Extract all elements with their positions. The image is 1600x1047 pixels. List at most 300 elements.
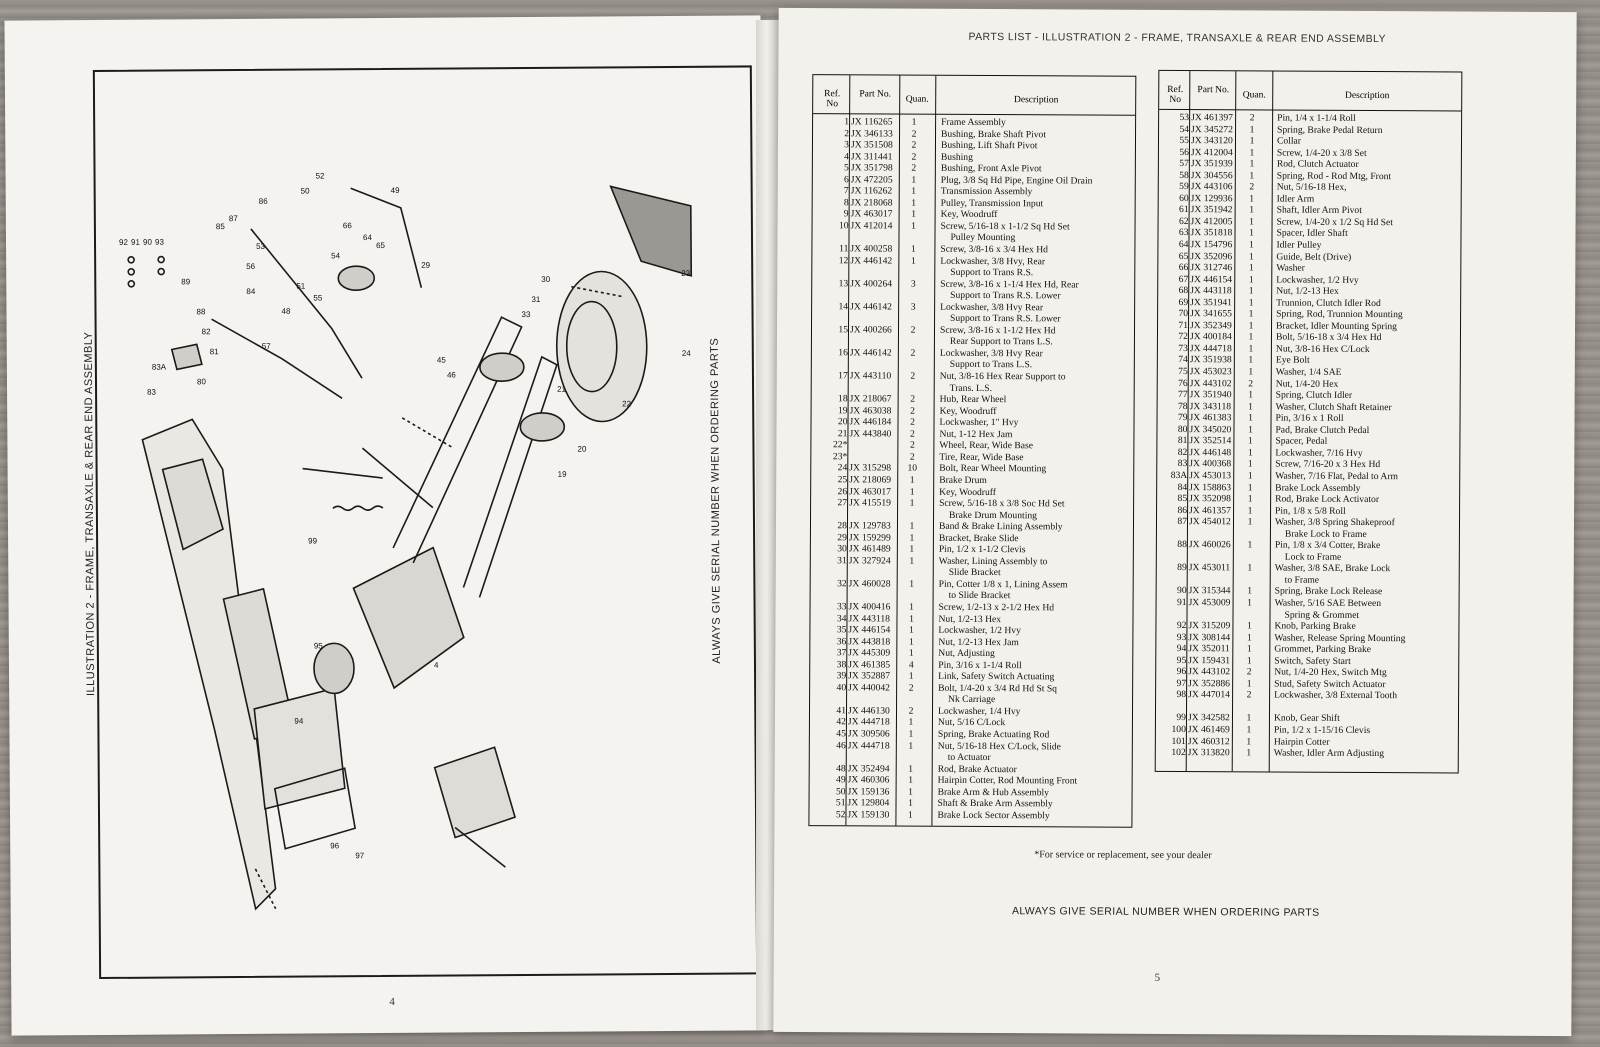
description-cell: Lockwasher, 3/8 External Tooth — [1274, 689, 1398, 702]
ref-cell: 20 — [837, 416, 848, 428]
callout-label: 54 — [331, 251, 341, 261]
part-number-cell: JX 444718 — [1189, 343, 1232, 355]
description-cell: Hub, Rear Wheel — [939, 393, 1007, 406]
quantity-cell: 2 — [910, 347, 916, 359]
quantity-cell: 1 — [1246, 712, 1252, 724]
description-cell: Stud, Safety Switch Actuator — [1274, 678, 1386, 690]
quantity-cell: 1 — [1248, 297, 1254, 309]
part-number-cell: JX 446130 — [847, 705, 890, 717]
description-cell: Nut, 1/4-20 Hex — [1275, 378, 1339, 390]
description-cell: Nut, 5/16 C/Lock — [937, 717, 1006, 729]
ref-cell: 70 — [1178, 308, 1189, 320]
quantity-cell: 1 — [1247, 620, 1252, 632]
quantity-cell: 2 — [1249, 112, 1255, 124]
quantity-cell: 2 — [908, 682, 914, 694]
description-cell: Pin, 3/16 x 1 Roll — [1275, 412, 1344, 425]
ref-cell: 27 — [837, 497, 848, 509]
description-cell: Shaft, Idler Arm Pivot — [1276, 204, 1362, 217]
quantity-cell: 1 — [1247, 562, 1253, 574]
quantity-cell: 1 — [1248, 401, 1254, 413]
ref-cell: 38 — [836, 658, 847, 670]
quantity-cell: 1 — [911, 185, 917, 197]
ref-cell: 24 — [837, 462, 848, 474]
table-header — [813, 75, 1135, 116]
ref-cell: 87 — [1177, 516, 1188, 528]
quantity-cell: 1 — [1249, 123, 1255, 135]
ref-cell: 46 — [836, 739, 846, 751]
part-number-cell: JX 461385 — [848, 658, 891, 671]
part-number-cell: JX 129783 — [848, 520, 891, 532]
quantity-cell: 2 — [911, 139, 917, 151]
ref-cell: 100 — [1171, 723, 1186, 736]
col-qty-header: Quan. — [1242, 90, 1266, 101]
quantity-cell: 1 — [1249, 227, 1254, 239]
quantity-cell: 1 — [1247, 597, 1252, 609]
quantity-cell: 1 — [1247, 470, 1253, 482]
description-cell: Collar — [1276, 135, 1302, 147]
part-number-cell: JX 352494 — [847, 762, 890, 775]
ref-cell: 86 — [1177, 504, 1188, 516]
quantity-cell: 1 — [1248, 389, 1254, 401]
quantity-cell: 2 — [910, 405, 915, 417]
quantity-cell: 1 — [908, 786, 914, 798]
description-cell: Spring, Brake Lock Release — [1274, 585, 1383, 598]
ref-cell: 65 — [1178, 250, 1189, 262]
part-number-cell: JX 311441 — [850, 150, 893, 163]
ref-cell: 62 — [1178, 215, 1189, 227]
description-cell: Support to Trans R.S. Lower — [950, 313, 1061, 325]
description-cell: Screw, 7/16-20 x 3 Hex Hd — [1275, 458, 1381, 471]
description-cell: Pin, 1/2 x 1-1/2 Clevis — [938, 543, 1026, 556]
part-number-cell: JX 463038 — [849, 404, 892, 417]
parts-rows-right — [1156, 112, 1461, 760]
ref-cell: 93 — [1176, 631, 1187, 643]
description-cell: Spring, Clutch Idler — [1275, 389, 1353, 402]
quantity-cell: 10 — [907, 463, 918, 475]
description-cell: Screw, 1/4-20 x 1/2 Sq Hd Set — [1276, 216, 1393, 229]
description-cell: Key, Woodruff — [940, 209, 998, 221]
description-cell: Band & Brake Lining Assembly — [938, 520, 1063, 533]
quantity-cell: 1 — [910, 243, 916, 255]
part-number-cell: JX 351938 — [1189, 354, 1232, 366]
ref-cell: 83A — [1170, 469, 1188, 482]
quantity-cell: 1 — [909, 613, 914, 625]
description-cell: Spring, Brake Actuating Rod — [937, 728, 1050, 741]
table-header — [1159, 71, 1461, 112]
page-number-left: 4 — [389, 995, 395, 1008]
quantity-cell: 1 — [1248, 308, 1254, 320]
quantity-cell: 2 — [910, 370, 916, 382]
ref-cell: 28 — [837, 520, 848, 532]
quantity-cell: 1 — [1248, 250, 1254, 262]
ref-cell: 57 — [1179, 158, 1189, 170]
part-number-cell: JX 312746 — [1190, 262, 1233, 274]
quantity-cell: 2 — [909, 451, 915, 463]
ref-cell: 23* — [832, 451, 848, 463]
part-number-cell: JX 463017 — [850, 208, 893, 220]
part-number-cell: JX 460026 — [1188, 539, 1231, 551]
description-cell: Grommet, Parking Brake — [1274, 643, 1372, 656]
callout-label: 29 — [421, 260, 431, 270]
ref-cell: 16 — [838, 347, 848, 359]
quantity-cell: 2 — [909, 439, 915, 451]
quantity-cell: 1 — [1248, 366, 1254, 378]
ref-cell: 99 — [1176, 712, 1187, 724]
part-number-cell: JX 341655 — [1190, 308, 1232, 320]
description-cell: Nut, 5/16-18 Hex, — [1276, 181, 1347, 194]
part-number-cell: JX 351941 — [1190, 296, 1233, 309]
ref-cell: 3 — [844, 139, 849, 151]
quantity-cell: 1 — [1246, 724, 1252, 736]
callout-label: 52 — [315, 171, 325, 181]
ref-cell: 60 — [1179, 192, 1189, 204]
ref-cell: 98 — [1176, 689, 1187, 701]
part-number-cell: JX 443118 — [1190, 285, 1232, 297]
callout-label: 93 — [154, 237, 164, 247]
ref-cell: 91 — [1176, 596, 1187, 609]
description-cell: Lockwasher, 3/8 Hvy Rear — [939, 347, 1043, 360]
quantity-cell: 1 — [1247, 539, 1253, 551]
part-number-cell: JX 352887 — [848, 670, 891, 682]
part-number-cell: JX 460028 — [848, 578, 891, 590]
ref-cell: 85 — [1177, 493, 1188, 505]
ref-cell: 69 — [1178, 296, 1189, 308]
description-cell: Brake Arm & Hub Assembly — [937, 786, 1050, 799]
part-number-cell: JX 460312 — [1187, 735, 1230, 747]
quantity-cell: 2 — [911, 128, 917, 140]
quantity-cell: 1 — [908, 763, 914, 775]
description-cell: Nut, 1/2-13 Hex — [938, 613, 1002, 625]
quantity-cell: 3 — [910, 301, 916, 313]
description-cell: to Actuator — [947, 751, 991, 764]
description-cell: Washer, 1/4 SAE — [1275, 366, 1342, 378]
part-number-cell: JX 446142 — [850, 254, 893, 267]
quantity-cell: 1 — [1249, 147, 1255, 159]
ref-cell: 77 — [1178, 389, 1188, 401]
description-cell: Pulley Mounting — [950, 232, 1016, 244]
callout-label: 83A — [151, 362, 167, 372]
description-cell: Lockwasher, 1" Hvy — [939, 416, 1019, 429]
ref-cell: 11 — [839, 243, 849, 255]
part-number-cell: JX 315298 — [849, 462, 892, 474]
ref-cell: 32 — [837, 578, 847, 590]
ref-cell: 54 — [1179, 123, 1190, 135]
description-cell: Key, Woodruff — [939, 405, 997, 417]
quantity-cell: 1 — [1248, 274, 1254, 286]
quantity-cell: 1 — [1246, 631, 1252, 644]
callout-label: 88 — [196, 307, 206, 317]
part-number-cell: JX 351942 — [1190, 204, 1233, 216]
description-cell: Bushing, Lift Shaft Pivot — [940, 139, 1038, 152]
description-cell: to Slide Bracket — [948, 590, 1011, 602]
description-cell: Nut, 1/2-13 Hex Jam — [938, 636, 1019, 648]
callout-label: 19 — [557, 469, 567, 479]
part-number-cell: JX 453011 — [1188, 562, 1231, 574]
page-number-right: 5 — [1154, 971, 1161, 984]
description-cell: Brake Drum — [939, 474, 987, 486]
description-cell: Knob, Parking Brake — [1274, 620, 1356, 633]
ref-cell: 13 — [838, 277, 849, 289]
quantity-cell: 1 — [909, 555, 915, 567]
part-number-cell: JX 116265 — [851, 116, 893, 128]
description-cell: Wheel, Rear, Wide Base — [939, 440, 1034, 452]
quantity-cell: 1 — [911, 116, 917, 128]
description-cell: Nut, 3/8-16 Hex Rear Support to — [939, 370, 1066, 383]
description-cell: Spring, Rod, Trunnion Mounting — [1276, 308, 1403, 321]
ref-cell: 63 — [1178, 227, 1189, 239]
ref-cell: 8 — [843, 197, 849, 209]
ref-cell: 74 — [1178, 354, 1188, 366]
description-cell: to Frame — [1284, 574, 1320, 586]
ref-cell: 1 — [844, 116, 850, 128]
quantity-cell: 1 — [1249, 135, 1255, 147]
quantity-cell: 1 — [908, 728, 914, 740]
quantity-cell: 1 — [908, 636, 914, 648]
quantity-cell: 1 — [1248, 412, 1253, 424]
description-cell: Bushing, Front Axle Pivot — [940, 162, 1042, 175]
ref-cell: 15 — [838, 324, 849, 336]
part-number-cell: JX 444718 — [847, 739, 890, 752]
ref-cell: 56 — [1179, 146, 1189, 158]
callout-label: 22 — [622, 399, 632, 409]
description-cell: Transmission Assembly — [940, 186, 1033, 198]
part-number-cell: JX 345272 — [1191, 123, 1233, 135]
part-number-cell: JX 327924 — [848, 555, 891, 567]
part-number-cell: JX 446184 — [849, 416, 892, 428]
quantity-cell: 1 — [1247, 435, 1253, 447]
description-cell: Switch, Safety Start — [1274, 655, 1351, 667]
description-cell: Lockwasher, 3/8 Hvy, Rear — [940, 255, 1046, 267]
part-number-cell: JX 453009 — [1188, 597, 1231, 609]
part-number-cell: JX 315209 — [1188, 620, 1231, 632]
part-number-cell: JX 309506 — [847, 728, 890, 740]
callout-label: 90 — [142, 237, 152, 247]
part-number-cell: JX 352349 — [1190, 319, 1232, 332]
right-page — [773, 8, 1576, 1036]
left-page — [4, 15, 767, 1035]
quantity-cell: 1 — [909, 486, 915, 498]
description-cell: Nut, 3/8-16 Hex C/Lock — [1275, 343, 1370, 355]
ref-cell: 19 — [837, 404, 848, 416]
ref-cell: 55 — [1179, 135, 1190, 147]
description-cell: Spacer, Idler Shaft — [1276, 227, 1348, 240]
description-cell: Key, Woodruff — [939, 486, 997, 498]
description-cell: Washer, Clutch Shaft Retainer — [1275, 401, 1392, 413]
part-number-cell: JX 443818 — [848, 635, 891, 648]
part-number-cell: JX 400416 — [848, 601, 891, 613]
description-cell: Hairpin Cotter — [1273, 736, 1330, 748]
quantity-cell: 1 — [908, 809, 913, 821]
description-cell: Pulley, Transmission Input — [940, 197, 1044, 210]
part-number-cell: JX 154796 — [1190, 239, 1233, 251]
callout-label: 82 — [201, 327, 211, 337]
parts-table-left — [808, 74, 1136, 828]
quantity-cell: 1 — [1247, 481, 1253, 493]
ref-cell: 72 — [1178, 331, 1188, 343]
quantity-cell: 1 — [908, 717, 914, 729]
ref-cell: 83 — [1177, 458, 1188, 470]
ref-cell: 67 — [1178, 273, 1189, 285]
description-cell: Spring, Brake Pedal Return — [1277, 124, 1383, 136]
ref-cell: 101 — [1171, 735, 1186, 747]
part-number-cell: JX 351508 — [850, 139, 893, 151]
part-number-cell: JX 158863 — [1189, 481, 1232, 493]
description-cell: Knob, Gear Shift — [1273, 712, 1340, 725]
ref-cell: 17 — [838, 370, 848, 382]
callout-label: 91 — [130, 237, 140, 247]
ref-cell: 12 — [838, 254, 849, 266]
ref-cell: 25 — [837, 474, 848, 486]
callout-label: 81 — [209, 347, 219, 357]
description-cell: Idler Arm — [1276, 193, 1315, 205]
part-number-cell: JX 460306 — [847, 774, 890, 786]
callout-label: 31 — [531, 294, 541, 304]
callout-label: 50 — [300, 186, 310, 196]
description-cell: Support to Trans R.S. — [950, 266, 1034, 279]
ref-cell: 41 — [836, 705, 847, 717]
description-cell: Spacer, Pedal — [1275, 435, 1328, 448]
description-cell: Pin, 3/16 x 1-1/4 Roll — [938, 659, 1022, 671]
part-number-cell: JX 346133 — [851, 127, 893, 140]
description-cell: Screw, 1/2-13 x 2-1/2 Hex Hd — [938, 601, 1055, 614]
part-number-cell: JX 352096 — [1190, 250, 1233, 262]
description-cell: Bolt, Rear Wheel Mounting — [939, 463, 1047, 475]
quantity-cell: 1 — [911, 208, 917, 221]
description-cell: Washer, 7/16 Flat, Pedal to Arm — [1275, 470, 1399, 483]
ref-cell: 45 — [836, 728, 846, 740]
quantity-cell: 1 — [1247, 585, 1253, 597]
part-number-cell: JX 342582 — [1187, 712, 1230, 724]
ref-cell: 92 — [1176, 620, 1187, 632]
col-desc-header: Description — [1345, 90, 1390, 102]
serial-number-footer: ALWAYS GIVE SERIAL NUMBER WHEN ORDERING PARTS — [1011, 905, 1320, 919]
quantity-cell: 2 — [908, 705, 914, 717]
description-cell: Pin, 1/8 x 5/8 Roll — [1275, 505, 1346, 517]
quantity-cell: 1 — [1246, 747, 1252, 759]
description-cell: Frame Assembly — [941, 116, 1006, 129]
part-number-cell: JX 415519 — [849, 497, 891, 509]
ref-cell: 35 — [836, 624, 847, 636]
callout-label: 80 — [196, 377, 206, 387]
description-cell: Pin, 1/2 x 1-15/16 Clevis — [1273, 724, 1371, 737]
callout-label: 20 — [577, 444, 587, 454]
description-cell: Idler Pulley — [1276, 239, 1322, 251]
callout-label: 95 — [313, 641, 323, 651]
ref-cell: 51 — [835, 797, 846, 809]
ref-cell: 88 — [1177, 539, 1187, 551]
description-cell: Nut, 1/2-13 Hex — [1276, 285, 1339, 298]
description-cell: Screw, 5/16-18 x 1-1/2 Sq Hd Set — [940, 220, 1070, 233]
description-cell: Pin, 1/8 x 3/4 Cotter, Brake — [1274, 539, 1381, 552]
quantity-cell: 2 — [910, 393, 916, 405]
quantity-cell: 1 — [1249, 216, 1254, 228]
callout-label: 23 — [681, 268, 691, 278]
quantity-cell: 1 — [1247, 458, 1253, 470]
quantity-cell: 1 — [1246, 735, 1252, 747]
quantity-cell: 4 — [908, 659, 914, 671]
description-cell: Nut, 1-12 Hex Jam — [939, 428, 1013, 440]
description-cell: Slide Bracket — [948, 567, 1001, 579]
part-number-cell: JX 352011 — [1188, 643, 1230, 655]
part-number-cell: JX 159431 — [1188, 654, 1231, 666]
description-cell: Support to Trans R.S. Lower — [950, 290, 1061, 302]
description-cell: Guide, Belt (Drive) — [1276, 251, 1352, 263]
description-cell: Washer — [1276, 262, 1305, 274]
part-number-cell: JX 461469 — [1187, 724, 1230, 736]
description-cell: Nut, Adjusting — [938, 647, 995, 660]
callout-label: 21 — [557, 384, 566, 394]
description-cell: Washer, Lining Assembly to — [938, 555, 1048, 568]
quantity-cell: 1 — [1246, 643, 1252, 655]
callout-label: 89 — [181, 277, 191, 287]
quantity-cell: 2 — [910, 324, 916, 336]
description-cell: Tire, Rear, Wide Base — [939, 451, 1024, 464]
callout-label: 85 — [215, 222, 225, 232]
callout-label: 49 — [390, 185, 400, 195]
quantity-cell: 2 — [1249, 181, 1255, 193]
quantity-cell: 1 — [908, 740, 914, 752]
description-cell: Washer, 3/8 SAE, Brake Lock — [1274, 562, 1391, 575]
quantity-cell: 1 — [909, 532, 915, 544]
description-cell: Pad, Brake Clutch Pedal — [1275, 424, 1370, 436]
part-number-cell: JX 446154 — [1190, 273, 1233, 285]
parts-rows-left — [809, 116, 1135, 822]
illustration-title: ILLUSTRATION 2 - FRAME, TRANSAXLE & REAR END ASSEMBLY — [82, 331, 98, 697]
description-cell: Lockwasher, 1/2 Hvy — [1276, 274, 1359, 286]
description-cell: Lockwasher, 1/4 Hvy — [937, 705, 1021, 718]
description-cell: Bushing — [940, 151, 973, 163]
quantity-cell: 1 — [1247, 493, 1253, 505]
part-number-cell: JX 129936 — [1190, 192, 1233, 205]
callout-label: 92 — [118, 237, 128, 247]
part-number-cell: JX 447014 — [1188, 689, 1230, 701]
description-cell: Brake Lock to Frame — [1284, 528, 1367, 540]
quantity-cell: 1 — [1249, 170, 1255, 182]
description-cell: Washer, 3/8 Spring Shakeproof — [1274, 516, 1395, 529]
description-cell: Eye Bolt — [1275, 355, 1310, 367]
ref-cell: 39 — [836, 670, 847, 682]
part-number-cell: JX 313820 — [1187, 747, 1230, 759]
quantity-cell: 1 — [1246, 678, 1252, 690]
description-cell: Washer, Release Spring Mounting — [1274, 632, 1406, 644]
callout-label: 86 — [258, 196, 268, 206]
part-number-cell: JX 159130 — [847, 809, 890, 821]
ref-cell: 84 — [1177, 481, 1188, 493]
part-number-cell: JX 159136 — [847, 786, 890, 798]
description-cell: Pin, 1/4 x 1-1/4 Roll — [1277, 112, 1356, 124]
callout-label: 99 — [308, 536, 318, 546]
description-cell: Bracket, Idler Mounting Spring — [1275, 320, 1398, 333]
quantity-cell: 1 — [1248, 354, 1254, 366]
part-number-cell: JX 446142 — [849, 347, 892, 359]
callout-label: 4 — [433, 660, 439, 670]
ref-cell: 66 — [1178, 262, 1189, 274]
description-cell: Bushing, Brake Shaft Pivot — [941, 128, 1047, 140]
col-ref-header: Ref. No — [824, 89, 841, 110]
parts-table-right — [1155, 70, 1463, 774]
quantity-cell: 2 — [1246, 689, 1252, 701]
ref-cell: 75 — [1178, 366, 1188, 378]
part-number-cell: JX 446148 — [1189, 446, 1232, 459]
quantity-cell: 1 — [908, 797, 913, 809]
ref-cell: 18 — [838, 393, 848, 405]
callout-label: 84 — [246, 286, 256, 296]
callout-label: 56 — [246, 261, 256, 271]
quantity-cell: 1 — [908, 624, 914, 636]
callout-label: 45 — [436, 355, 446, 365]
quantity-cell: 1 — [908, 647, 914, 659]
callout-label: 65 — [376, 241, 385, 251]
